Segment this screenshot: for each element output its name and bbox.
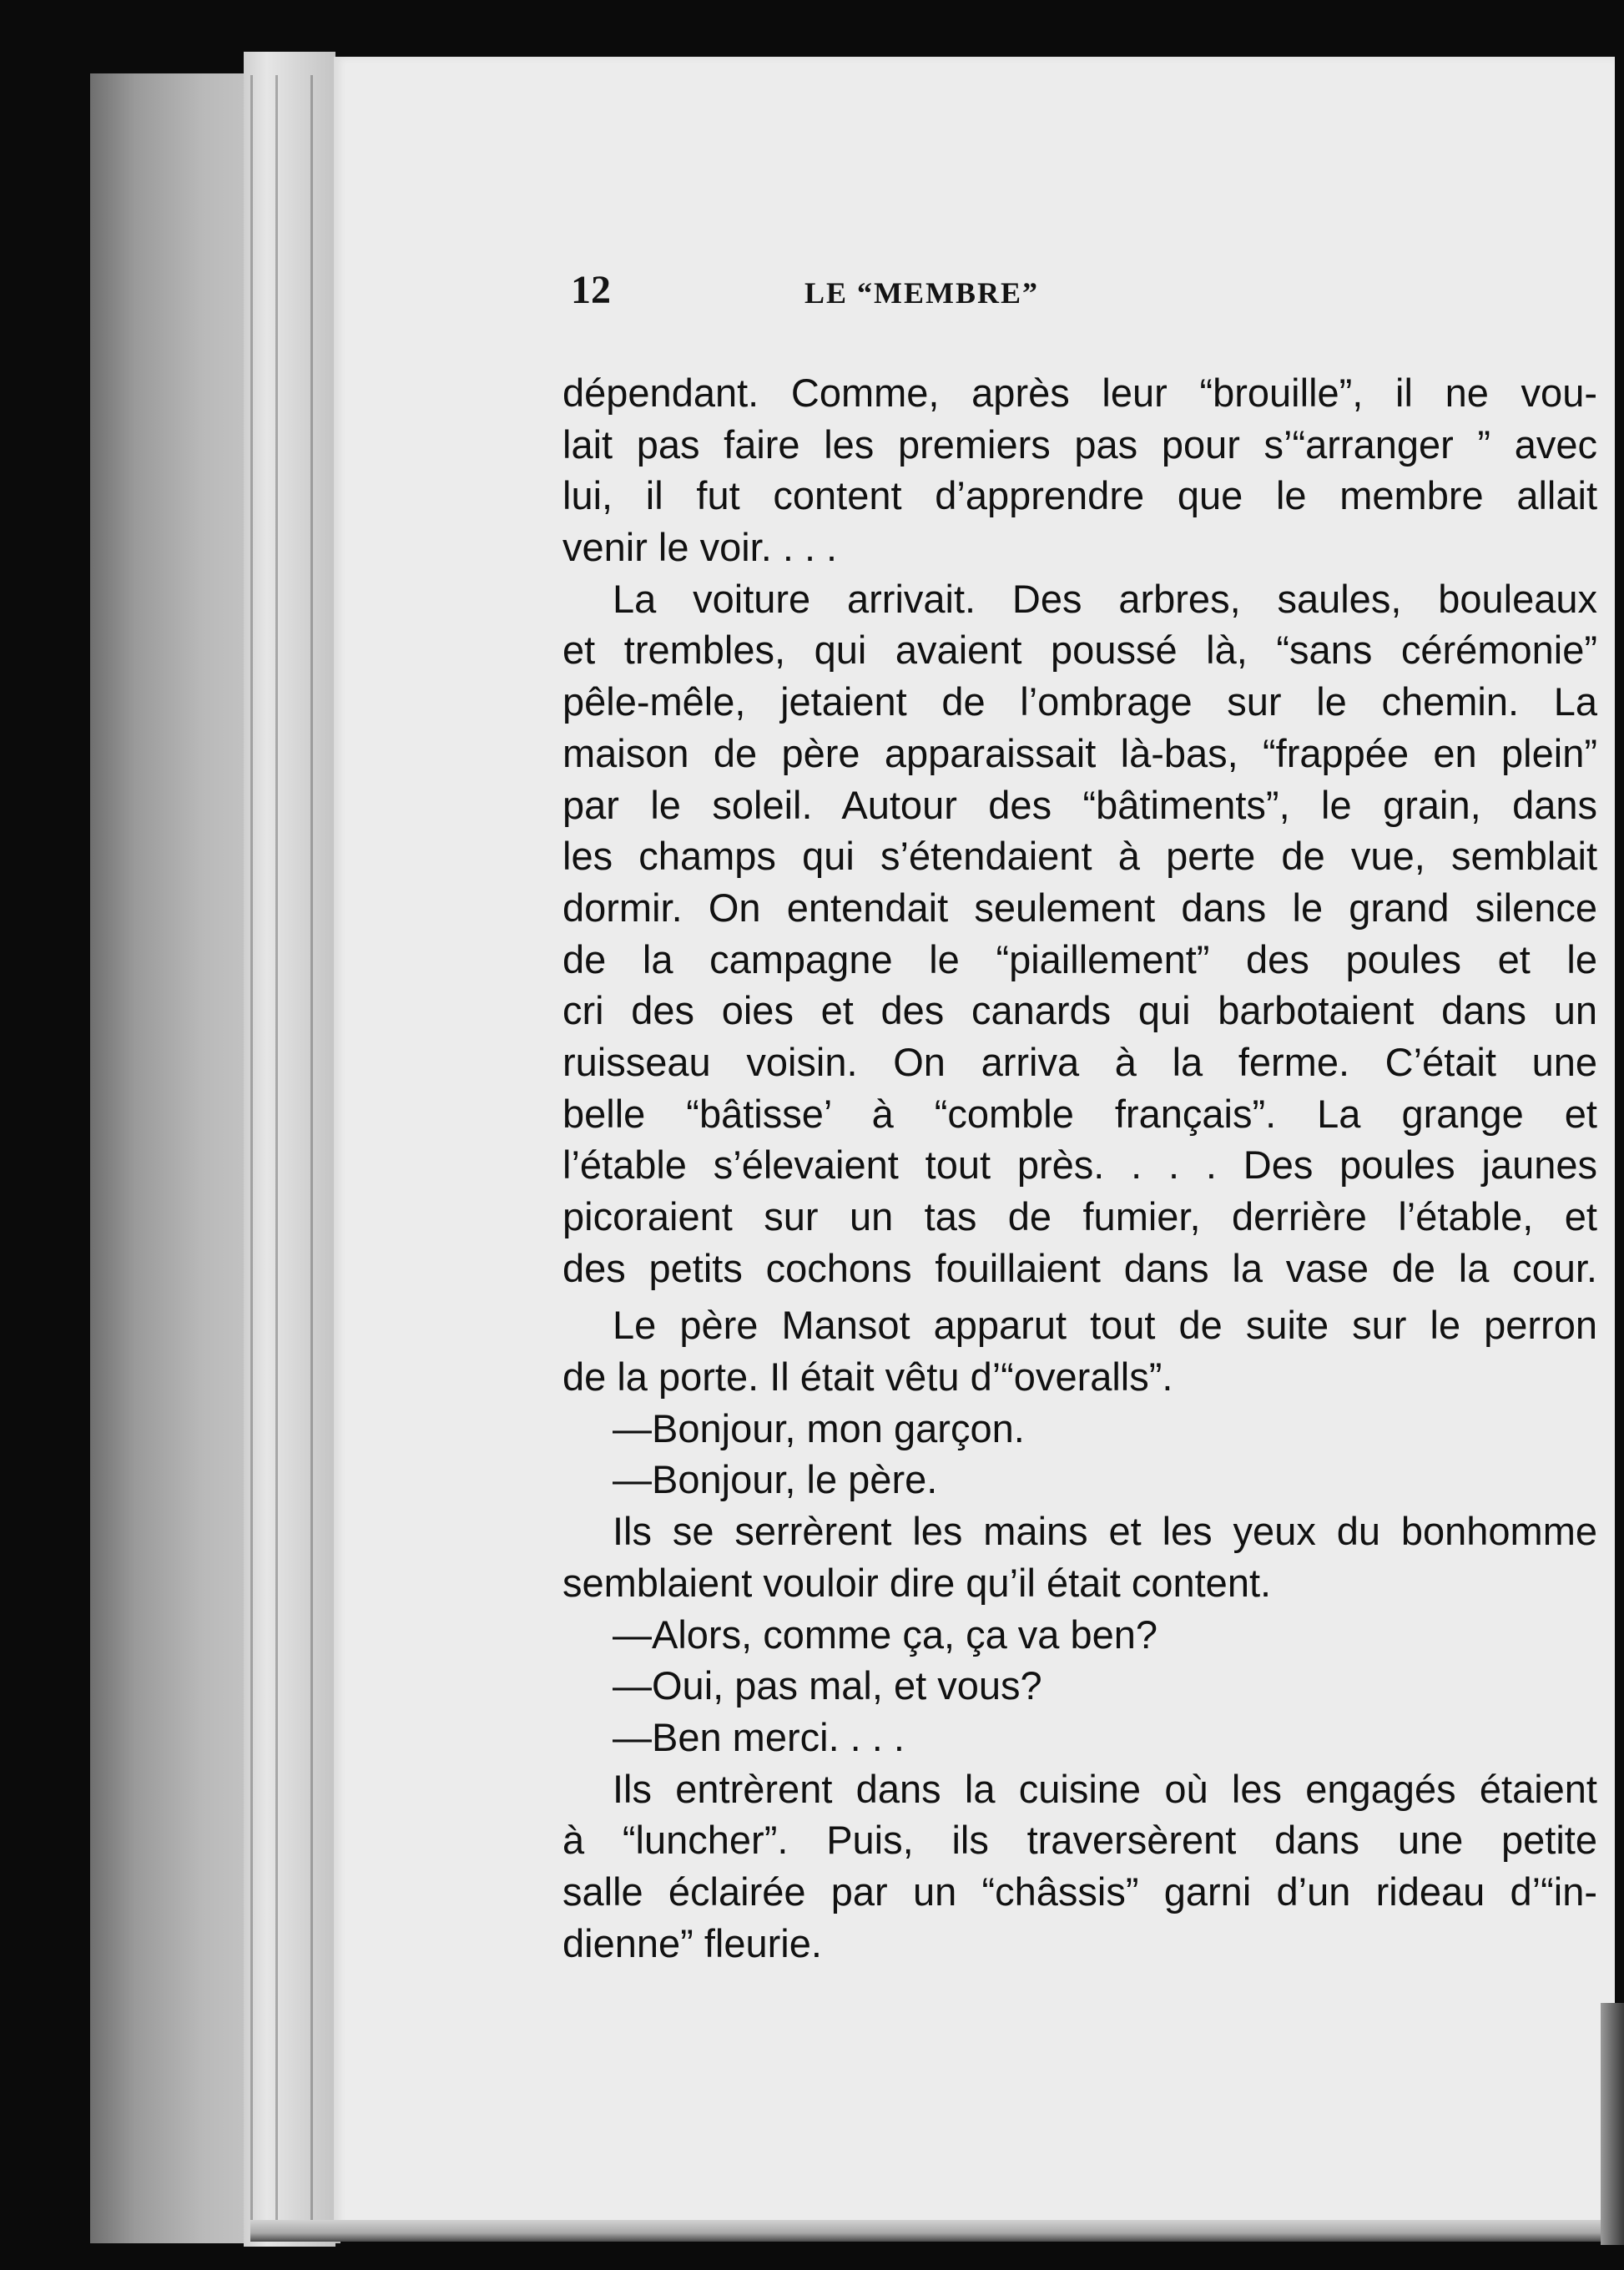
running-header — [571, 265, 1594, 315]
text-line: La voiture arrivait. Des arbres, saules, bouleaux — [613, 576, 1597, 621]
text-line: ruisseau voisin. On arriva à la ferme. C’était une — [562, 1039, 1597, 1084]
text-line: lui, il fut content d’apprendre que le membre allait — [562, 473, 1597, 518]
text-line: cri des oies et des canards qui barbotaient dans un — [562, 988, 1597, 1033]
text-line: semblaient vouloir dire qu’il était content. — [562, 1560, 1272, 1605]
text-line: Ils entrèrent dans la cuisine où les engagés étaient — [613, 1766, 1597, 1811]
text-line: de la campagne le “piaillement” des poules et le — [562, 936, 1597, 981]
text-line: Ils se serrèrent les mains et les yeux du bonhomme — [613, 1509, 1597, 1554]
text-line: de la porte. Il était vêtu d’“overalls”. — [562, 1354, 1173, 1400]
text-line: dormir. On entendait seulement dans le grand silence — [562, 885, 1597, 930]
dialogue-line: —Oui, pas mal, et vous? — [613, 1663, 1042, 1708]
text-line: belle “bâtisse’ à “comble français”. La grange et — [562, 1091, 1597, 1136]
text-line: dépendant. Comme, après leur “brouille”, il ne vou- — [562, 371, 1597, 415]
text-line: Le père Mansot apparut tout de suite sur le perron — [613, 1303, 1597, 1348]
text-line: pêle-mêle, jetaient de l’ombrage sur le chemin. La — [562, 679, 1597, 724]
text-line: lait pas faire les premiers pas pour s’“arranger ” avec — [562, 421, 1597, 467]
page-bottom-edge — [250, 2220, 1602, 2242]
dialogue-line: —Alors, comme ça, ça va ben? — [613, 1612, 1158, 1657]
dialogue-line: —Bonjour, mon garçon. — [613, 1405, 1025, 1450]
text-line: venir le voir. . . . — [562, 525, 838, 570]
page-right-edge — [1601, 2003, 1624, 2245]
text-line: des petits cochons fouillaient dans la vase de la cour. — [562, 1245, 1597, 1290]
text-line: par le soleil. Autour des “bâtiments”, le grain, dans — [562, 782, 1597, 827]
binding-line — [250, 75, 253, 2237]
page-number: 12 — [571, 268, 611, 312]
text-line: salle éclairée par un “châssis” garni d’un rideau d’“in- — [562, 1869, 1597, 1914]
text-line: picoraient sur un tas de fumier, derrière l’étable, et — [562, 1194, 1597, 1238]
text-line: dienne” fleurie. — [562, 1920, 822, 1965]
text-line: à “luncher”. Puis, ils traversèrent dans une petite — [562, 1818, 1597, 1863]
binding-line — [310, 75, 313, 2237]
text-line: et trembles, qui avaient poussé là, “sans cérémonie” — [562, 628, 1597, 673]
text-line: maison de père apparaissait là-bas, “frappée en plein” — [562, 730, 1597, 775]
binding-line — [275, 75, 278, 2237]
body-text — [562, 367, 1597, 1969]
text-line: les champs qui s’étendaient à perte de vue, semblait — [562, 834, 1597, 879]
book-board-edge — [244, 52, 335, 2247]
dialogue-line: —Bonjour, le père. — [613, 1457, 938, 1502]
dialogue-line: —Ben merci. . . . — [613, 1714, 905, 1759]
running-title: LE “MEMBRE” — [804, 276, 1040, 310]
text-line: l’étable s’élevaient tout près. . . . Des poules jaunes — [562, 1143, 1597, 1188]
